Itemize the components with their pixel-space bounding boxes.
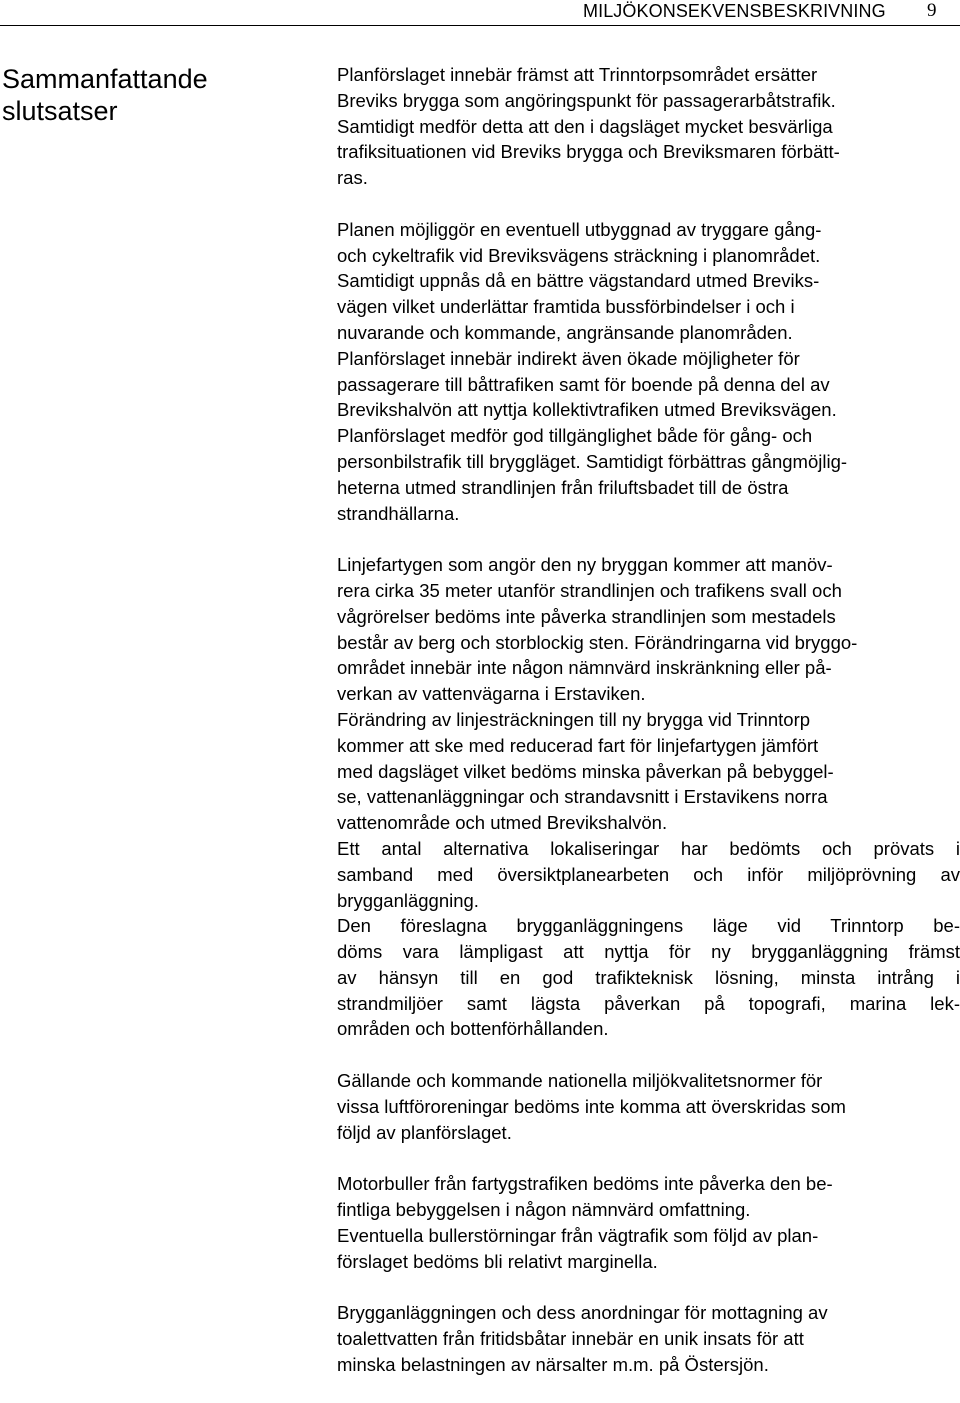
paragraph xyxy=(337,1300,960,1377)
paragraph-line: passagerare till båttrafiken samt för boende på denna del av xyxy=(337,373,830,395)
paragraph-line: består av berg och storblockig sten. Förändringarna vid bryggo- xyxy=(337,631,858,653)
paragraph-line: områden och bottenförhållanden. xyxy=(337,1018,609,1040)
paragraph-line: Gällande och kommande nationella miljökvalitetsnormer för xyxy=(337,1070,823,1092)
paragraph-line: se, vattenanläggningar och strandavsnitt i Erstavikens norra xyxy=(337,786,828,808)
paragraph-line: Brygganläggningen och dess anordningar för mottagning av xyxy=(337,1302,828,1324)
paragraph-line: Planförslaget innebär indirekt även ökade möjligheter för xyxy=(337,347,800,369)
paragraph-line: nuvarande och kommande, angränsande planområden. xyxy=(337,321,793,343)
page-number: 9 xyxy=(927,0,937,21)
header-divider xyxy=(0,25,960,26)
paragraph-line: och cykeltrafik vid Breviksvägens sträckning i planområdet. xyxy=(337,244,821,266)
paragraph-line: Planförslaget innebär främst att Trinntorpsområdet ersätter xyxy=(337,64,818,85)
document-title: MILJÖKONSEKVENSBESKRIVNING xyxy=(583,1,886,21)
paragraph-line: personbilstrafik till bryggläget. Samtidigt förbättras gångmöjlig- xyxy=(337,450,848,472)
paragraph-line: Breviks brygga som angöringspunkt för passagerarbåtstrafik. xyxy=(337,89,836,111)
page-header xyxy=(0,0,960,26)
paragraph xyxy=(337,1171,960,1274)
paragraph-line: förslaget bedöms bli relativt marginella. xyxy=(337,1250,658,1272)
paragraph xyxy=(337,1068,960,1145)
paragraph-line: med dagsläget vilket bedöms minska påverkan på bebyggel- xyxy=(337,760,834,782)
paragraph-line: Linjefartygen som angör den ny bryggan kommer att manöv- xyxy=(337,554,833,576)
paragraph-line: verkan av vattenvägarna i Erstaviken. xyxy=(337,683,646,705)
paragraph-line: toalettvatten från fritidsbåtar innebär en unik insats för att xyxy=(337,1328,804,1350)
paragraph-line: Samtidigt medför detta att den i dagsläget mycket besvärliga xyxy=(337,115,833,137)
paragraph-line: Planförslaget medför god tillgänglighet både för gång- och xyxy=(337,425,813,447)
paragraph-line: rera cirka 35 meter utanför strandlinjen och trafikens svall och xyxy=(337,579,842,601)
paragraph xyxy=(337,217,960,527)
paragraph-line: vågrörelser bedöms inte påverka strandlinjen som mestadels xyxy=(337,605,836,627)
paragraph-line: brygganläggning. xyxy=(337,889,479,911)
body-text xyxy=(337,62,960,1403)
paragraph xyxy=(337,62,960,191)
paragraph-line: vattenområde och utmed Brevikshalvön. xyxy=(337,812,668,834)
paragraph-line: Samtidigt uppnås då en bättre vägstandard utmed Breviks- xyxy=(337,270,820,292)
section-heading-line: slutsatser xyxy=(2,96,118,126)
paragraph-line: ras. xyxy=(337,167,368,189)
paragraph-line: Eventuella bullerstörningar från vägtrafik som följd av plan- xyxy=(337,1224,819,1246)
paragraph-line: av hänsyn till en god trafikteknisk lösning, minsta intrång i xyxy=(337,966,960,988)
paragraph-line: kommer att ske med reducerad fart för linjefartygen jämfört xyxy=(337,734,819,756)
paragraph xyxy=(337,552,960,1042)
paragraph-line: Förändring av linjesträckningen till ny brygga vid Trinntorp xyxy=(337,708,811,730)
section-heading xyxy=(2,63,302,127)
paragraph-line: följd av planförslaget. xyxy=(337,1121,512,1143)
paragraph-line: minska belastningen av närsalter m.m. på Östersjön. xyxy=(337,1353,769,1375)
paragraph-line: vissa luftföroreningar bedöms inte komma att överskridas som xyxy=(337,1095,846,1117)
paragraph-line: samband med översiktplanearbeten och inför miljöprövning av xyxy=(337,863,960,885)
paragraph-line: Brevikshalvön att nyttja kollektivtrafiken utmed Breviksvägen. xyxy=(337,399,837,421)
paragraph-line: Planen möjliggör en eventuell utbyggnad av tryggare gång- xyxy=(337,218,822,240)
paragraph-line: trafiksituationen vid Breviks brygga och Breviksmaren förbätt- xyxy=(337,141,840,163)
section-heading-line: Sammanfattande xyxy=(2,64,208,94)
paragraph-line: vägen vilket underlättar framtida bussförbindelser i och i xyxy=(337,296,795,318)
paragraph-line: Motorbuller från fartygstrafiken bedöms inte påverka den be- xyxy=(337,1173,833,1195)
paragraph-line: området innebär inte någon nämnvärd inskränkning eller på- xyxy=(337,657,832,679)
paragraph-line: strandhällarna. xyxy=(337,502,460,524)
paragraph-line: heterna utmed strandlinjen från friluftsbadet till de östra xyxy=(337,476,789,498)
paragraph-line: strandmiljöer samt lägsta påverkan på topografi, marina lek- xyxy=(337,992,960,1014)
paragraph-line: fintliga bebyggelsen i någon nämnvärd omfattning. xyxy=(337,1199,751,1221)
paragraph-line: Ett antal alternativa lokaliseringar har bedömts och prövats i xyxy=(337,837,960,859)
paragraph-line: döms vara lämpligast att nyttja för ny brygganläggning främst xyxy=(337,941,960,963)
paragraph-line: Den föreslagna brygganläggningens läge vid Trinntorp be- xyxy=(337,915,960,937)
